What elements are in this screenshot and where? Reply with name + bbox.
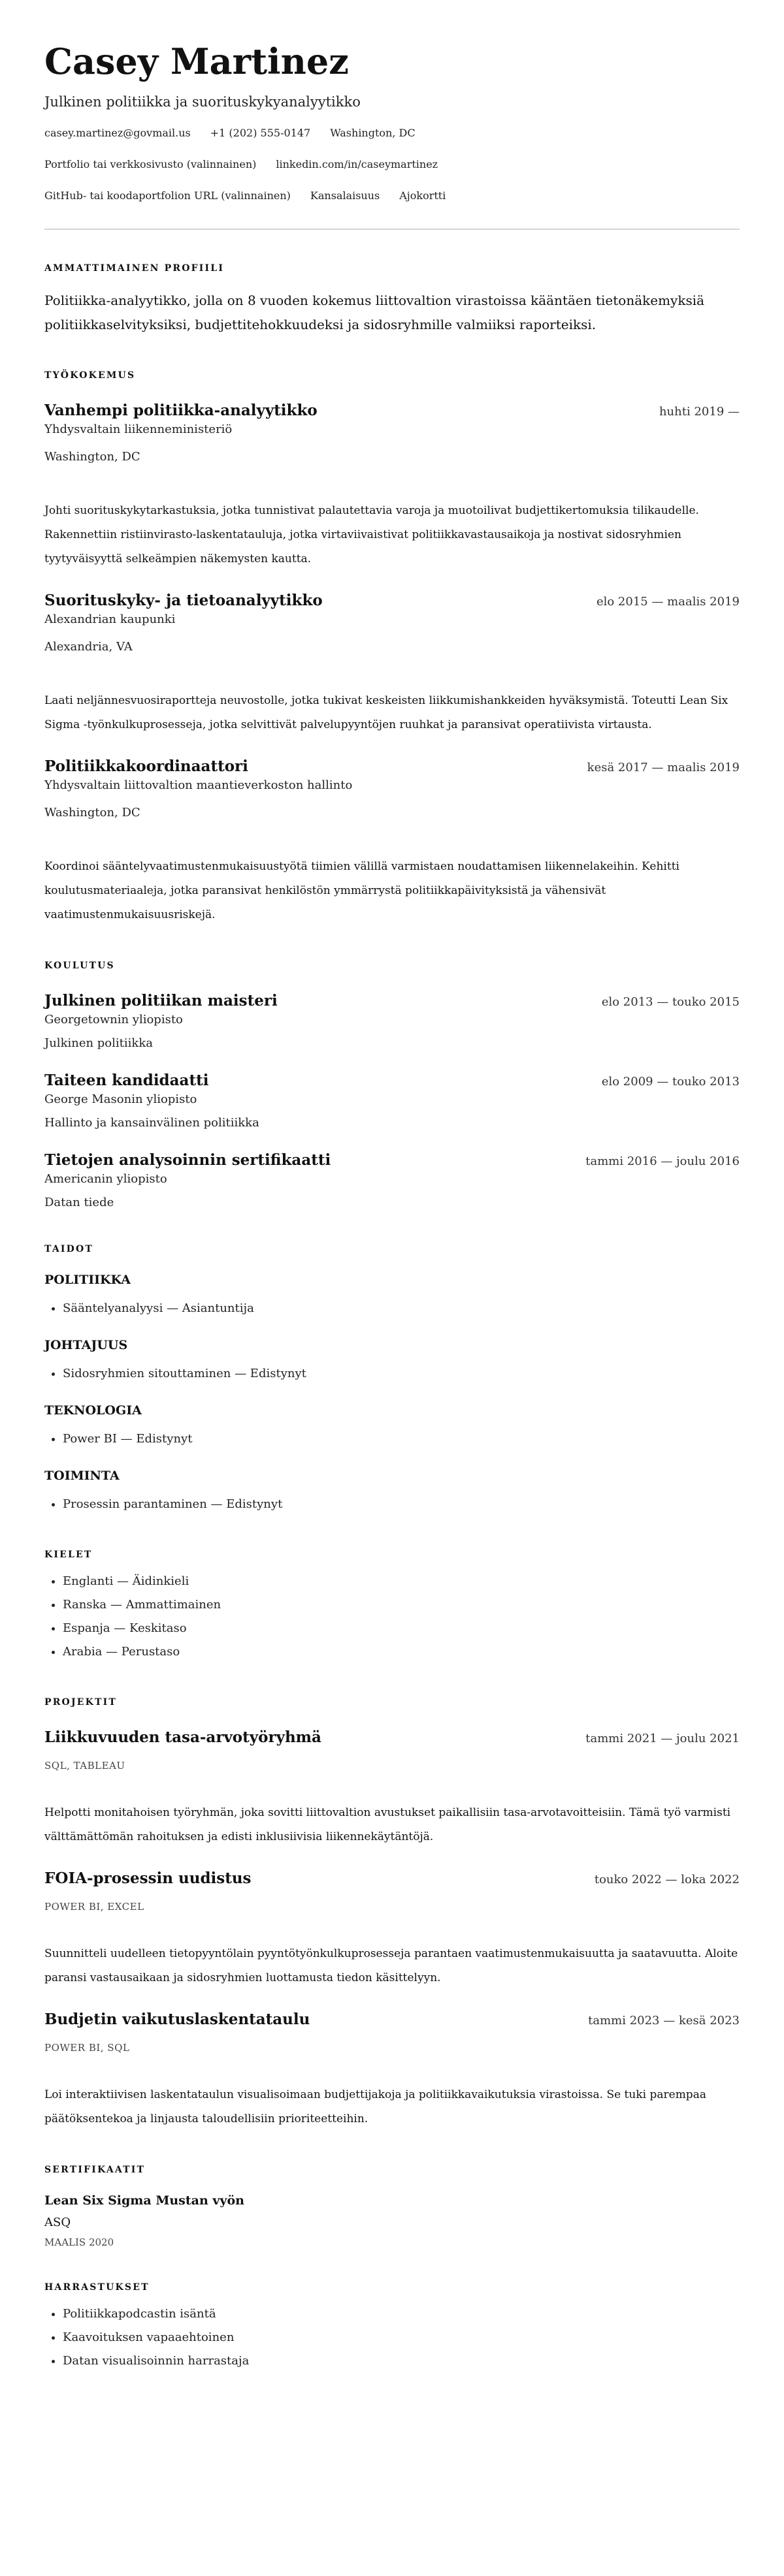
project-entry bbox=[44, 1869, 740, 1990]
skill-category: TOIMINTA bbox=[44, 1469, 120, 1483]
contact-row bbox=[44, 189, 740, 202]
project-technologies: SQL, TABLEAU bbox=[44, 1760, 125, 1772]
language-item: • Ranska — Ammattimainen bbox=[63, 1593, 740, 1617]
section-heading: HARRASTUKSET bbox=[44, 2282, 150, 2293]
company-name: Alexandrian kaupunki bbox=[44, 612, 176, 626]
education-dates: elo 2013 — touko 2015 bbox=[601, 995, 740, 1009]
project-title: Budjetin vaikutuslaskentataulu bbox=[44, 2011, 310, 2028]
section-heading: TYÖKOKEMUS bbox=[44, 370, 136, 381]
job-location: Washington, DC bbox=[44, 450, 140, 464]
skill-item: • Sääntelyanalyysi — Asiantuntija bbox=[63, 1297, 740, 1320]
education-dates: tammi 2016 — joulu 2016 bbox=[585, 1154, 740, 1168]
drivers-license: Ajokortti bbox=[399, 189, 446, 202]
school-name: George Masonin yliopisto bbox=[44, 1092, 197, 1106]
project-description: Helpotti monitahoisen työryhmän, joka sovitti liittovaltion avustukset paikallisiin tasa-arvotavoitteisiin. Tämä työ varmisti välttämättömän rahoituksen ja edisti inklusiivisia liikennekäytäntöjä. bbox=[44, 1806, 731, 1843]
experience-entry bbox=[44, 591, 740, 737]
hobby-item: • Kaavoituksen vapaaehtoinen bbox=[63, 2326, 740, 2349]
skill-category: POLITIIKKA bbox=[44, 1273, 131, 1287]
language-item: • Espanja — Keskitaso bbox=[63, 1617, 740, 1640]
job-location: Alexandria, VA bbox=[44, 640, 133, 654]
profile-summary: Politiikka-analyytikko, jolla on 8 vuoden kokemus liittovaltion virastoissa kääntäen tietonäkemyksiä politiikkaselvityksiksi, budjettitehokkuudeksi ja sidosryhmille valmiiksi raporteiksi. bbox=[44, 293, 705, 332]
skill-category: JOHTAJUUS bbox=[44, 1338, 128, 1352]
certifications-section bbox=[44, 2164, 740, 2249]
skill-list bbox=[44, 1427, 740, 1451]
contact-row bbox=[44, 127, 740, 140]
candidate-name: Casey Martinez bbox=[44, 40, 349, 82]
company-name: Yhdysvaltain liittovaltion maantieverkoston hallinto bbox=[44, 778, 353, 792]
project-title: FOIA-prosessin uudistus bbox=[44, 1869, 252, 1887]
skills-section bbox=[44, 1243, 740, 1516]
profile-section bbox=[44, 262, 740, 337]
entry-header bbox=[44, 401, 740, 421]
entry-header bbox=[44, 757, 740, 776]
section-heading: TAIDOT bbox=[44, 1244, 94, 1254]
certification-issuer: ASQ bbox=[44, 2216, 71, 2229]
experience-entry bbox=[44, 401, 740, 571]
field-of-study: Hallinto ja kansainvälinen politiikka bbox=[44, 1116, 259, 1130]
languages-section bbox=[44, 1549, 740, 1664]
project-dates: tammi 2021 — joulu 2021 bbox=[585, 1732, 740, 1745]
project-description: Loi interaktiivisen laskentataulun visualisoimaan budjettijakoja ja politiikkavaikutuksia virastoissa. Se tuki parempaa päätöksentekoa ja linjausta taloudellisiin prioriteetteihin. bbox=[44, 2088, 706, 2125]
education-entry bbox=[44, 1071, 740, 1131]
degree-title: Tietojen analysoinnin sertifikaatti bbox=[44, 1151, 331, 1169]
skill-item: • Prosessin parantaminen — Edistynyt bbox=[63, 1493, 740, 1516]
skill-item: • Sidosryhmien sitouttaminen — Edistynyt bbox=[63, 1362, 740, 1386]
resume-header bbox=[44, 40, 740, 202]
job-dates: huhti 2019 — bbox=[659, 405, 740, 419]
hobby-item: • Politiikkapodcastin isäntä bbox=[63, 2302, 740, 2326]
job-title: Politiikkakoordinaattori bbox=[44, 757, 248, 775]
section-heading: AMMATTIMAINEN PROFIILI bbox=[44, 263, 225, 274]
education-dates: elo 2009 — touko 2013 bbox=[601, 1075, 740, 1089]
job-title: Vanhempi politiikka-analyytikko bbox=[44, 402, 318, 419]
skill-list bbox=[44, 1297, 740, 1320]
project-dates: tammi 2023 — kesä 2023 bbox=[588, 2014, 740, 2027]
job-location: Washington, DC bbox=[44, 806, 140, 819]
job-description: Johti suorituskykytarkastuksia, jotka tunnistivat palautettavia varoja ja muotoilivat budjettikertomuksia tilikaudelle. Rakennettiin ristiinvirasto-laskentatauluja, jotka virtaviivaistivat politiikkavastausaikoja ja nostivat sidosryhmien tyytyväisyyttä selkeämpien näkemysten kautta. bbox=[44, 504, 699, 565]
skill-item: • Power BI — Edistynyt bbox=[63, 1427, 740, 1451]
certification-date: MAALIS 2020 bbox=[44, 2236, 114, 2248]
entry-header bbox=[44, 1151, 740, 1170]
skill-list bbox=[44, 1362, 740, 1386]
entry-header bbox=[44, 1071, 740, 1090]
school-name: Americanin yliopisto bbox=[44, 1172, 167, 1186]
job-title: Suorituskyky- ja tietoanalyytikko bbox=[44, 592, 323, 609]
phone-number: +1 (202) 555-0147 bbox=[210, 127, 311, 139]
experience-entry bbox=[44, 757, 740, 927]
citizenship: Kansalaisuus bbox=[310, 189, 380, 202]
school-name: Georgetownin yliopisto bbox=[44, 1013, 183, 1026]
job-dates: elo 2015 — maalis 2019 bbox=[596, 595, 740, 609]
portfolio-link[interactable]: Portfolio tai verkkosivusto (valinnainen) bbox=[44, 158, 257, 170]
language-item: • Arabia — Perustaso bbox=[63, 1640, 740, 1664]
skill-category: TEKNOLOGIA bbox=[44, 1403, 142, 1418]
project-entry bbox=[44, 2010, 740, 2131]
entry-header bbox=[44, 1869, 740, 1888]
entry-header bbox=[44, 1728, 740, 1747]
job-description: Koordinoi sääntelyvaatimustenmukaisuustyötä tiimien välillä varmistaen noudattamisen liikennelakeihin. Kehitti koulutusmateriaaleja, jotka paransivat henkilöstön ymmärrystä politiikkapäivityksistä ja vähensivät vaatimustenmukaisuusriskejä. bbox=[44, 860, 679, 921]
project-dates: touko 2022 — loka 2022 bbox=[594, 1873, 740, 1886]
section-heading: KOULUTUS bbox=[44, 961, 115, 971]
entry-header bbox=[44, 991, 740, 1011]
section-heading: SERTIFIKAATIT bbox=[44, 2165, 146, 2175]
job-dates: kesä 2017 — maalis 2019 bbox=[587, 761, 740, 774]
company-name: Yhdysvaltain liikenneministeriö bbox=[44, 422, 233, 436]
degree-title: Julkinen politiikan maisteri bbox=[44, 992, 278, 1010]
contact-info bbox=[44, 127, 740, 202]
field-of-study: Datan tiede bbox=[44, 1196, 114, 1209]
hobbies-list bbox=[44, 2302, 740, 2373]
field-of-study: Julkinen politiikka bbox=[44, 1036, 153, 1050]
languages-list bbox=[44, 1570, 740, 1664]
certification-name: Lean Six Sigma Mustan vyön bbox=[44, 2193, 244, 2208]
education-entry bbox=[44, 1151, 740, 1211]
contact-row bbox=[44, 158, 740, 171]
entry-header bbox=[44, 2010, 740, 2029]
entry-header bbox=[44, 591, 740, 611]
project-entry bbox=[44, 1728, 740, 1849]
projects-section bbox=[44, 1696, 740, 2131]
location: Washington, DC bbox=[330, 127, 416, 139]
project-technologies: POWER BI, EXCEL bbox=[44, 1901, 144, 1913]
education-entry bbox=[44, 991, 740, 1051]
project-technologies: POWER BI, SQL bbox=[44, 2042, 130, 2054]
degree-title: Taiteen kandidaatti bbox=[44, 1072, 209, 1089]
project-description: Suunnitteli uudelleen tietopyyntölain pyyntötyönkulkuprosesseja parantaen vaatimustenmukaisuutta ja saatavuutta. Aloite paransi vastausaikaan ja sidosryhmien luottamusta tiedon käsittelyyn. bbox=[44, 1947, 738, 1984]
skill-list bbox=[44, 1493, 740, 1516]
job-description: Laati neljännesvuosiraportteja neuvostolle, jotka tukivat keskeisten liikkumishankkeiden hyväksymistä. Toteutti Lean Six Sigma -työnkulkuprosesseja, jotka selvittivät palvelupyyntöjen ruuhkat ja paransivat operatiivista virtausta. bbox=[44, 694, 728, 731]
language-item: • Englanti — Äidinkieli bbox=[63, 1570, 740, 1593]
email-link[interactable]: casey.martinez@govmail.us bbox=[44, 127, 191, 139]
hobby-item: • Datan visualisoinnin harrastaja bbox=[63, 2349, 740, 2373]
experience-section bbox=[44, 370, 740, 927]
hobbies-section bbox=[44, 2282, 740, 2373]
github-link[interactable]: GitHub- tai koodaportfolion URL (valinnainen) bbox=[44, 189, 291, 202]
section-heading: PROJEKTIT bbox=[44, 1697, 118, 1708]
linkedin-link[interactable]: linkedin.com/in/caseymartinez bbox=[276, 158, 438, 170]
candidate-title: Julkinen politiikka ja suorituskykyanalyytikko bbox=[44, 94, 361, 110]
education-section bbox=[44, 960, 740, 1211]
header-divider bbox=[44, 229, 740, 230]
section-heading: KIELET bbox=[44, 1550, 93, 1560]
project-title: Liikkuvuuden tasa-arvotyöryhmä bbox=[44, 1728, 321, 1746]
